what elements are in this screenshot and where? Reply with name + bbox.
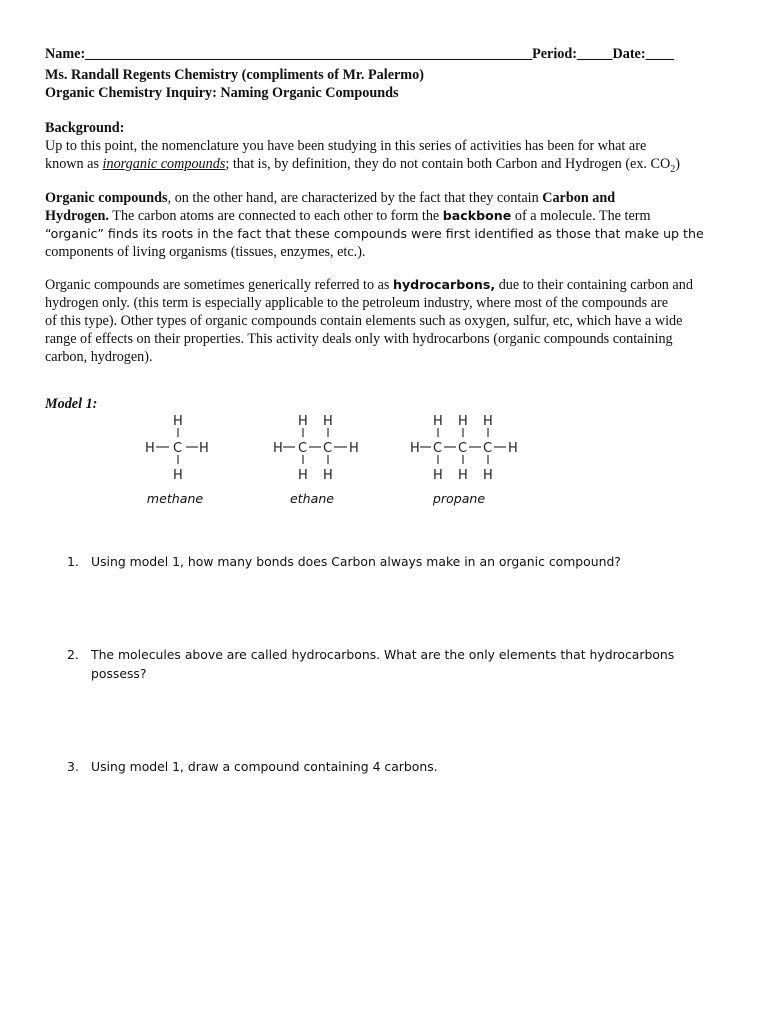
question-number: 1. — [67, 554, 79, 569]
atom-h: H — [483, 468, 493, 483]
atom-h: H — [323, 468, 333, 483]
period-blank[interactable]: _____ — [577, 46, 613, 62]
backbone-term: backbone — [442, 208, 512, 223]
background-p1-line1: Up to this point, the nomenclature you have been studying in this series of activities has been for what are — [45, 138, 647, 154]
methane-label: methane — [146, 491, 204, 506]
header-name-line — [45, 46, 727, 63]
inorganic-compounds-term: inorganic compounds — [102, 156, 226, 172]
background-p2-line1 — [45, 189, 615, 207]
hydrogen-term: Hydrogen. — [45, 208, 109, 224]
p1-post: ; that is, by definition, they do not contain both Carbon and Hydrogen (ex. CO — [225, 156, 671, 172]
background-p3-line1 — [45, 276, 693, 294]
atom-h: H — [273, 441, 283, 456]
atom-h: H — [508, 441, 518, 456]
question-number: 3. — [67, 759, 79, 774]
atom-h: H — [483, 414, 493, 429]
question-2 — [67, 645, 697, 683]
co2-subscript: 2 — [670, 163, 676, 175]
date-blank[interactable]: ____ — [645, 46, 674, 62]
p1-pre: known as — [45, 156, 103, 172]
background-p1-line2 — [45, 155, 680, 179]
propane-label: propane — [432, 491, 486, 506]
background-p2-line3: “organic” finds its roots in the fact that these compounds were first identified as those that make up the — [45, 226, 704, 241]
question-text: Using model 1, draw a compound containing 4 carbons. — [91, 759, 438, 774]
atom-c: C — [173, 441, 183, 456]
question-1 — [67, 552, 697, 571]
p3-post: due to their containing carbon and — [495, 277, 693, 293]
background-p3-line5: carbon, hydrogen). — [45, 349, 153, 365]
atom-h: H — [433, 468, 443, 483]
background-p3-line3: of this type). Other types of organic compounds contain elements such as oxygen, sulfur, etc, which have a wide — [45, 313, 683, 329]
atom-h: H — [410, 441, 420, 456]
question-text: Using model 1, how many bonds does Carbon always make in an organic compound? — [91, 554, 621, 569]
ethane-label: ethane — [289, 491, 335, 506]
question-3 — [67, 757, 697, 776]
atom-c: C — [298, 441, 308, 456]
background-p3-line2: hydrogen only. (this term is especially applicable to the petroleum industry, where most of the compounds are — [45, 295, 669, 311]
name-label: Name: — [45, 46, 86, 62]
organic-compounds-term: Organic compounds — [45, 190, 168, 206]
atom-h: H — [458, 468, 468, 483]
carbon-and-term: Carbon and — [542, 190, 616, 206]
atom-h: H — [173, 414, 183, 429]
model-title: Model 1: — [45, 396, 98, 412]
ethane-structure — [273, 408, 365, 489]
atom-h: H — [199, 441, 209, 456]
atom-c: C — [483, 441, 493, 456]
worksheet-title: Organic Chemistry Inquiry: Naming Organic Compounds — [45, 85, 399, 101]
atom-h: H — [298, 468, 308, 483]
atom-c: C — [323, 441, 333, 456]
p2-text3: of a molecule. The term — [511, 208, 651, 224]
atom-h: H — [349, 441, 359, 456]
background-heading: Background: — [45, 120, 125, 136]
atom-h: H — [323, 414, 333, 429]
p1-end: ) — [675, 156, 680, 172]
p2-text1: , on the other hand, are characterized by the fact that they contain — [167, 190, 543, 206]
atom-h: H — [145, 441, 155, 456]
period-label: Period: — [532, 46, 578, 62]
question-text: The molecules above are called hydrocarbons. What are the only elements that hydrocarbons possess? — [91, 647, 675, 681]
course-line: Ms. Randall Regents Chemistry (compliments of Mr. Palermo) — [45, 67, 424, 83]
question-number: 2. — [67, 647, 79, 662]
atom-c: C — [433, 441, 443, 456]
background-p3-line4: range of effects on their properties. This activity deals only with hydrocarbons (organic compounds containing — [45, 331, 673, 347]
name-blank[interactable]: _______________________________________________________________ — [85, 46, 533, 62]
hydrocarbons-term: hydrocarbons, — [393, 277, 496, 292]
propane-structure — [410, 408, 526, 489]
background-p2-line4: components of living organisms (tissues, enzymes, etc.). — [45, 244, 366, 260]
atom-h: H — [458, 414, 468, 429]
p2-text2: The carbon atoms are connected to each other to form the — [108, 208, 443, 224]
background-p2-line2 — [45, 207, 651, 225]
date-label: Date: — [612, 46, 646, 62]
atom-h: H — [173, 468, 183, 483]
atom-h: H — [433, 414, 443, 429]
atom-c: C — [458, 441, 468, 456]
atom-h: H — [298, 414, 308, 429]
p3-pre: Organic compounds are sometimes generically referred to as — [45, 277, 393, 293]
methane-structure — [143, 408, 213, 489]
